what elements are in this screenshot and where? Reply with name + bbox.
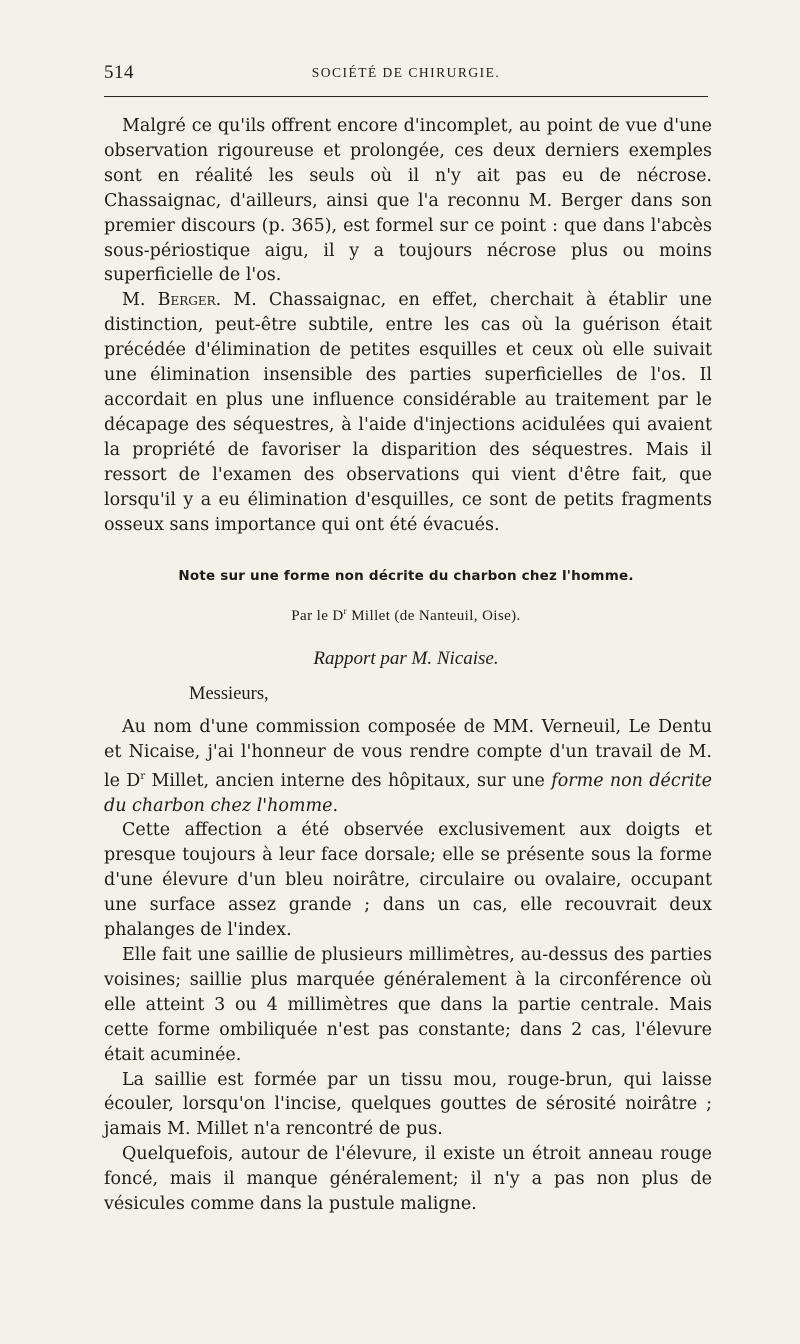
running-title: SOCIÉTÉ DE CHIRURGIE. xyxy=(311,65,501,80)
salutation: Messieurs, xyxy=(189,684,269,704)
paragraph-berger xyxy=(104,288,712,537)
commission-text-c: . xyxy=(332,795,339,816)
note-byline xyxy=(104,606,708,625)
paragraph-saillie: Elle fait une saillie de plusieurs millimètres, au-dessus des parties voisines; saillie plus marquée généralement à la circonférence où elle atteint 3 ou 4 millimètres que dans la partie centrale. Mais cette forme ombiliquée n'est pas constante; dans 2 cas, l'élevure était acuminée. xyxy=(104,944,712,1065)
paragraph-commission xyxy=(104,715,712,818)
paragraph-anneau: Quelquefois, autour de l'élevure, il existe un étroit anneau rouge foncé, mais il manque généralement; il n'y a pas non plus de vésicules comme dans la pustule maligne. xyxy=(104,1144,712,1215)
page-header xyxy=(104,62,708,92)
byline-post: Millet (de Nanteuil, Oise). xyxy=(347,608,521,624)
speaker-prefix: M. xyxy=(122,290,158,311)
header-rule xyxy=(104,96,708,97)
report-body xyxy=(104,715,712,1217)
paragraph-berger-text: M. Chassaignac, en effet, cherchait à établir une distinction, peut-être subtile, entre les cas où la guérison était précédée d'élimination de petites esquilles et ceux où elle suivait une élimination insensible des parties superficielles de l'os. Il accordait en plus une influence considérable au traitement par le décapage des séquestres, à l'aide d'injections acidulées qui avaient la propriété de favoriser la disparition des séquestres. Mais il ressort de l'examen des observations qui vient d'être fait, que lorsqu'il y a eu élimination d'esquilles, ce sont de petits fragments osseux sans importance qui ont été évacués. xyxy=(104,290,712,535)
commission-text-b: Millet, ancien interne des hôpitaux, sur une xyxy=(145,770,552,791)
paragraph-affection: Cette affection a été observée exclusivement aux doigts et presque toujours à leur face dorsale; elle se présente sous la forme d'une élevure d'un bleu noirâtre, circulaire ou ovalaire, occupant une surface assez grande ; dans un cas, elle recouvrait deux phalanges de l'index. xyxy=(104,820,712,941)
paragraph-tissu: La saillie est formée par un tissu mou, rouge-brun, qui laisse écouler, lorsqu'on l'incise, quelques gouttes de sérosité noirâtre ; jamais M. Millet n'a rencontré de pus. xyxy=(104,1069,712,1140)
byline-pre: Par le D xyxy=(291,608,344,624)
commission-text-a: Au nom d'une commission composée de MM. Verneuil, Le Dentu et Nicaise, j'ai l'honneur de vous rendre compte d'un travail de M. le D xyxy=(104,717,712,791)
report-heading: Rapport par M. Nicaise. xyxy=(313,648,499,669)
paragraph-malgre: Malgré ce qu'ils offrent encore d'incomplet, au point de vue d'une observation rigoureuse et prolongée, ces deux derniers exemples sont en réalité les seuls où il n'y ait pas eu de nécrose. Chassaignac, d'ailleurs, ainsi que l'a reconnu M. Berger dans son premier discours (p. 365), est formel sur ce point : que dans l'abcès sous-périostique aigu, il y a toujours nécrose plus ou moins superficielle de l'os. xyxy=(104,116,712,286)
commission-italic: forme non décrite du charbon chez l'homme xyxy=(104,770,712,816)
note-title: Note sur une forme non décrite du charbon chez l'homme. xyxy=(178,568,634,584)
speaker-suffix: . xyxy=(215,290,222,311)
page-number: 514 xyxy=(104,62,134,83)
commission-sup: r xyxy=(140,770,146,782)
speaker-name: Berger xyxy=(157,290,216,311)
continued-discussion xyxy=(104,114,712,537)
byline-sup: r xyxy=(343,606,348,616)
